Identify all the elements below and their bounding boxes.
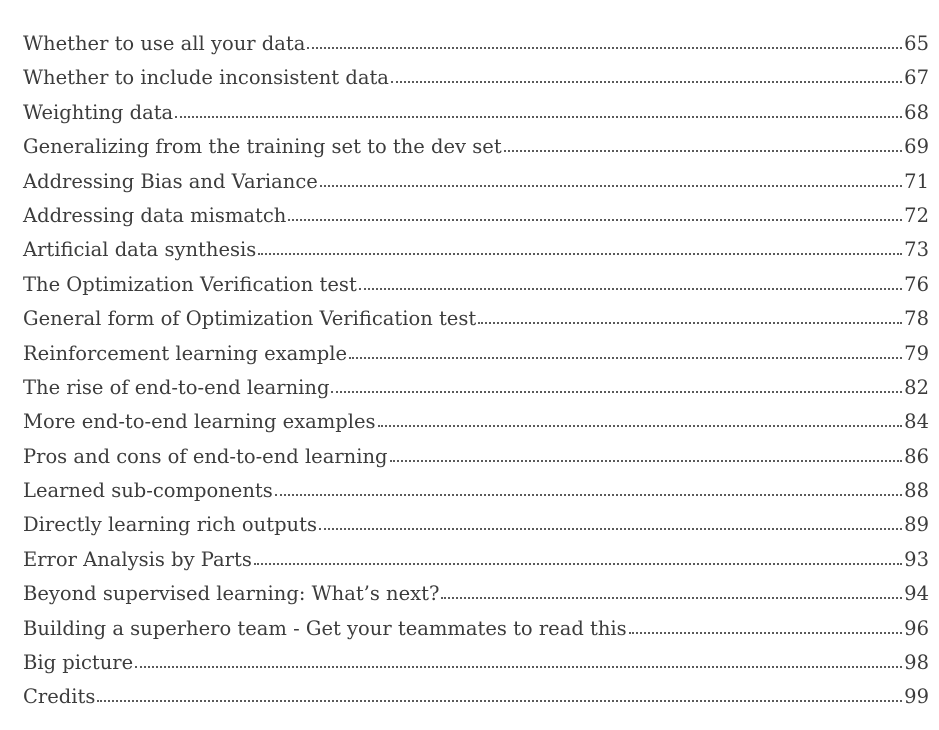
toc-entry[interactable] xyxy=(23,376,929,410)
toc-entry-page[interactable]: 88 xyxy=(904,479,929,503)
toc-entry[interactable] xyxy=(23,66,929,100)
toc-entry-page[interactable]: 99 xyxy=(904,685,929,709)
toc-entry-title[interactable]: The Optimization Verification test xyxy=(23,272,357,296)
toc-entry[interactable] xyxy=(23,617,929,651)
dot-leader xyxy=(391,81,902,83)
toc-entry-title[interactable]: Weighting data xyxy=(23,100,174,124)
toc-entry-page[interactable]: 93 xyxy=(904,547,929,571)
toc-entry-page[interactable]: 98 xyxy=(904,651,929,675)
toc-entry-title[interactable]: Learned sub-components xyxy=(23,479,273,503)
dot-leader xyxy=(320,185,902,187)
dot-leader xyxy=(275,494,902,496)
toc-entry-page[interactable]: 84 xyxy=(904,410,929,434)
toc-entry-title[interactable]: Error Analysis by Parts xyxy=(23,547,252,571)
dot-leader xyxy=(390,460,903,462)
toc-entry-page[interactable]: 65 xyxy=(904,32,929,55)
toc-entry[interactable] xyxy=(23,204,929,238)
toc-entry-title[interactable]: Directly learning rich outputs xyxy=(23,513,317,537)
toc-entry-title[interactable]: Artificial data synthesis xyxy=(23,238,257,262)
dot-leader xyxy=(288,219,902,221)
toc-entry[interactable] xyxy=(23,273,929,307)
toc-entry[interactable] xyxy=(23,582,929,616)
toc-entry-page[interactable]: 68 xyxy=(904,100,929,124)
toc-entry[interactable] xyxy=(23,170,929,204)
toc-entry-title[interactable]: The rise of end-to-end learning xyxy=(23,375,330,399)
toc-entry-page[interactable]: 69 xyxy=(904,135,929,159)
toc-entry[interactable] xyxy=(23,238,929,272)
toc-entry-title[interactable]: Generalizing from the training set to the dev set xyxy=(23,135,502,159)
toc-entry[interactable] xyxy=(23,479,929,513)
dot-leader xyxy=(504,150,903,152)
toc-entry-page[interactable]: 82 xyxy=(904,375,929,399)
toc-entry-title[interactable]: More end-to-end learning examples xyxy=(23,410,376,434)
toc-entry-title[interactable]: General form of Optimization Verification test xyxy=(23,307,477,331)
toc-entry-title[interactable]: Building a superhero team - Get your teammates to read this xyxy=(23,616,627,640)
toc-entry-page[interactable]: 72 xyxy=(904,203,929,227)
dot-leader xyxy=(349,357,902,359)
toc-entry[interactable] xyxy=(23,685,929,719)
toc-entry-title[interactable]: Whether to include inconsistent data xyxy=(23,66,389,90)
dot-leader xyxy=(175,116,902,118)
dot-leader xyxy=(135,666,902,668)
toc-entry-title[interactable]: Reinforcement learning example xyxy=(23,341,348,365)
toc-entry-page[interactable]: 78 xyxy=(904,307,929,331)
toc-entry-page[interactable]: 96 xyxy=(904,616,929,640)
dot-leader xyxy=(254,563,902,565)
toc-entry[interactable] xyxy=(23,307,929,341)
table-of-contents xyxy=(23,32,929,720)
dot-leader xyxy=(258,253,902,255)
toc-entry-page[interactable]: 67 xyxy=(904,66,929,90)
dot-leader xyxy=(307,47,902,49)
toc-entry-title[interactable]: Pros and cons of end-to-end learning xyxy=(23,444,388,468)
toc-entry-title[interactable]: Addressing Bias and Variance xyxy=(23,169,318,193)
toc-entry[interactable] xyxy=(23,445,929,479)
toc-entry[interactable] xyxy=(23,513,929,547)
dot-leader xyxy=(629,632,903,634)
toc-entry-page[interactable]: 86 xyxy=(904,444,929,468)
toc-entry[interactable] xyxy=(23,32,929,66)
toc-entry-page[interactable]: 94 xyxy=(904,582,929,606)
toc-entry[interactable] xyxy=(23,101,929,135)
dot-leader xyxy=(97,700,902,702)
toc-entry-page[interactable]: 89 xyxy=(904,513,929,537)
toc-entry-page[interactable]: 73 xyxy=(904,238,929,262)
toc-entry[interactable] xyxy=(23,410,929,444)
toc-entry-title[interactable]: Credits xyxy=(23,685,96,709)
toc-entry-title[interactable]: Addressing data mismatch xyxy=(23,203,287,227)
dot-leader xyxy=(441,597,902,599)
toc-entry-title[interactable]: Whether to use all your data xyxy=(23,32,306,55)
dot-leader xyxy=(378,425,903,427)
toc-entry-title[interactable]: Big picture xyxy=(23,651,134,675)
toc-entry-page[interactable]: 79 xyxy=(904,341,929,365)
toc-entry-page[interactable]: 76 xyxy=(904,272,929,296)
toc-entry-title[interactable]: Beyond supervised learning: What’s next? xyxy=(23,582,440,606)
toc-entry-page[interactable]: 71 xyxy=(904,169,929,193)
toc-entry[interactable] xyxy=(23,651,929,685)
dot-leader xyxy=(478,322,902,324)
toc-entry[interactable] xyxy=(23,342,929,376)
dot-leader xyxy=(319,528,902,530)
toc-entry[interactable] xyxy=(23,548,929,582)
toc-entry[interactable] xyxy=(23,135,929,169)
dot-leader xyxy=(331,391,902,393)
dot-leader xyxy=(359,288,902,290)
